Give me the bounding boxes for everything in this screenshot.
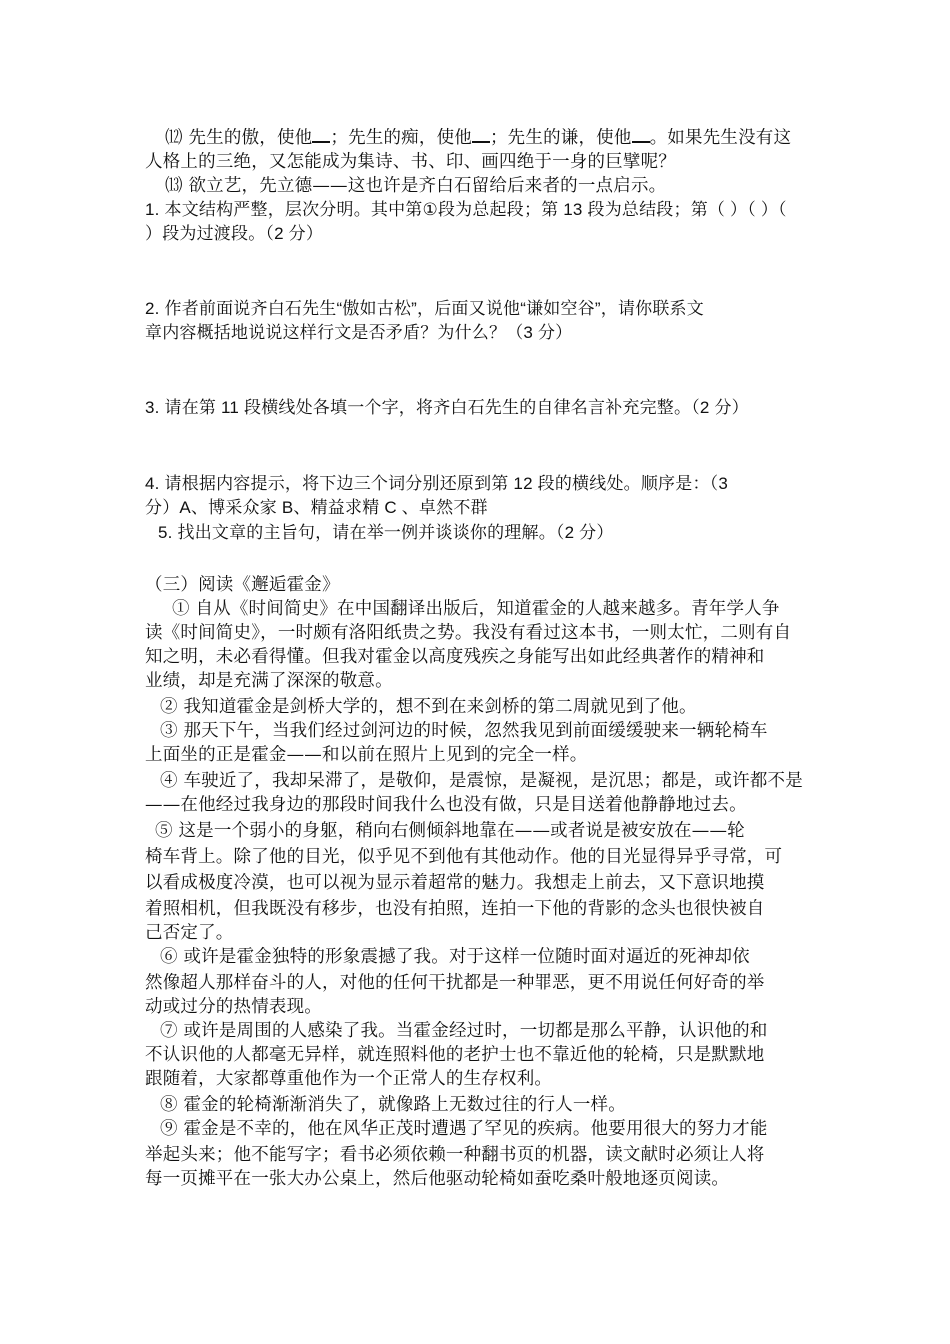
passage-line: ——在他经过我身边的那段时间我什么也没有做，只是目送着他静静地过去。 bbox=[145, 795, 747, 815]
passage-line: 读《时间简史》，一时颇有洛阳纸贵之势。我没有看过这本书，一则太忙，二则有自 bbox=[145, 623, 792, 643]
passage-line: ④ 车驶近了，我却呆滞了，是敬仰，是震惊，是凝视，是沉思；都是，或许都不是 bbox=[160, 771, 803, 791]
paragraph-text: ；先生的谦，使他 bbox=[489, 128, 632, 148]
paragraph-13: ⒀ 欲立艺，先立德——这也许是齐白石留给后来者的一点启示。 bbox=[165, 176, 667, 196]
passage-line: 业绩，却是充满了深深的敬意。 bbox=[145, 671, 393, 691]
paragraph-text: 。如果先生没有这 bbox=[649, 128, 792, 148]
question-1-line-2: ）段为过渡段。（2 分） bbox=[145, 224, 324, 243]
passage-line: 知之明，未必看得懂。但我对霍金以高度残疾之身能写出如此经典著作的精神和 bbox=[145, 647, 765, 667]
fill-blank[interactable] bbox=[472, 127, 490, 143]
passage-line: ① 自从《时间简史》在中国翻译出版后，知道霍金的人越来越多。青年学人争 bbox=[172, 599, 780, 619]
passage-line: 上面坐的正是霍金——和以前在照片上见到的完全一样。 bbox=[145, 745, 588, 765]
question-1-line-1: 1. 本文结构严整，层次分明。其中第①段为总起段；第 13 段为总结段；第（ ）（ ）（ bbox=[145, 200, 787, 219]
question-4-line-2: 分）A、博采众家 B、精益求精 C 、卓然不群 bbox=[145, 498, 488, 517]
question-5: 5. 找出文章的主旨句，请在举一例并谈谈你的理解。（2 分） bbox=[158, 523, 614, 542]
passage-line: 不认识他的人都毫无异样，就连照料他的老护士也不靠近他的轮椅，只是默默地 bbox=[145, 1045, 765, 1065]
passage-line: ⑨ 霍金是不幸的，他在风华正茂时遭遇了罕见的疾病。他要用很大的努力才能 bbox=[160, 1119, 768, 1139]
passage-line: ⑤ 这是一个弱小的身躯，稍向右侧倾斜地靠在——或者说是被安放在——轮 bbox=[155, 821, 745, 841]
question-2-line-2: 章内容概括地说说这样行文是否矛盾？为什么？（3 分） bbox=[145, 323, 573, 342]
paragraph-number: ⑿ bbox=[165, 128, 183, 148]
passage-line: ⑦ 或许是周围的人感染了我。当霍金经过时，一切都是那么平静，认识他的和 bbox=[160, 1021, 768, 1041]
passage-line: ③ 那天下午，当我们经过剑河边的时候，忽然我见到前面缓缓驶来一辆轮椅车 bbox=[160, 721, 768, 741]
passage-line: 举起头来；他不能写字；看书必须依赖一种翻书页的机器，读文献时必须让人将 bbox=[145, 1145, 765, 1165]
passage-line: ② 我知道霍金是剑桥大学的，想不到在来剑桥的第二周就见到了他。 bbox=[160, 697, 697, 717]
question-4-line-1: 4. 请根据内容提示，将下边三个词分别还原到第 12 段的横线处。顺序是：（3 bbox=[145, 474, 729, 493]
fill-blank[interactable] bbox=[312, 127, 330, 143]
section-3-heading: （三）阅读《邂逅霍金》 bbox=[145, 575, 340, 595]
fill-blank[interactable] bbox=[632, 127, 650, 143]
passage-line: 以看成极度冷漠，也可以视为显示着超常的魅力。我想走上前去，又下意识地摸 bbox=[145, 873, 765, 893]
paragraph-12-line-2: 人格上的三绝，又怎能成为集诗、书、印、画四绝于一身的巨擘呢？ bbox=[145, 152, 676, 172]
passage-line: 每一页摊平在一张大办公桌上，然后他驱动轮椅如蚕吃桑叶般地逐页阅读。 bbox=[145, 1169, 730, 1189]
question-3: 3. 请在第 11 段横线处各填一个字，将齐白石先生的自律名言补充完整。（2 分） bbox=[145, 398, 749, 417]
passage-line: 着照相机，但我既没有移步，也没有拍照，连拍一下他的背影的念头也很快被自 bbox=[145, 899, 765, 919]
passage-line: 然像超人那样奋斗的人，对他的任何干扰都是一种罪恶，更不用说任何好奇的举 bbox=[145, 973, 765, 993]
paragraph-text: 先生的傲，使他 bbox=[182, 128, 313, 148]
paragraph-12-line-1 bbox=[165, 127, 791, 149]
passage-line: ⑧ 霍金的轮椅渐渐消失了，就像路上无数过往的行人一样。 bbox=[160, 1095, 626, 1115]
passage-line: 己否定了。 bbox=[145, 923, 234, 943]
passage-line: 动或过分的热情表现。 bbox=[145, 997, 322, 1017]
passage-line: 椅车背上。除了他的目光，似乎见不到他有其他动作。他的目光显得异乎寻常，可 bbox=[145, 847, 783, 867]
passage-line: 跟随着，大家都尊重他作为一个正常人的生存权利。 bbox=[145, 1069, 553, 1089]
paragraph-text: ；先生的痴，使他 bbox=[330, 128, 472, 148]
question-2-line-1: 2. 作者前面说齐白石先生“傲如古松”，后面又说他“谦如空谷”，请你联系文 bbox=[145, 299, 704, 318]
passage-line: ⑥ 或许是霍金独特的形象震撼了我。对于这样一位随时面对逼近的死神却依 bbox=[160, 947, 750, 967]
